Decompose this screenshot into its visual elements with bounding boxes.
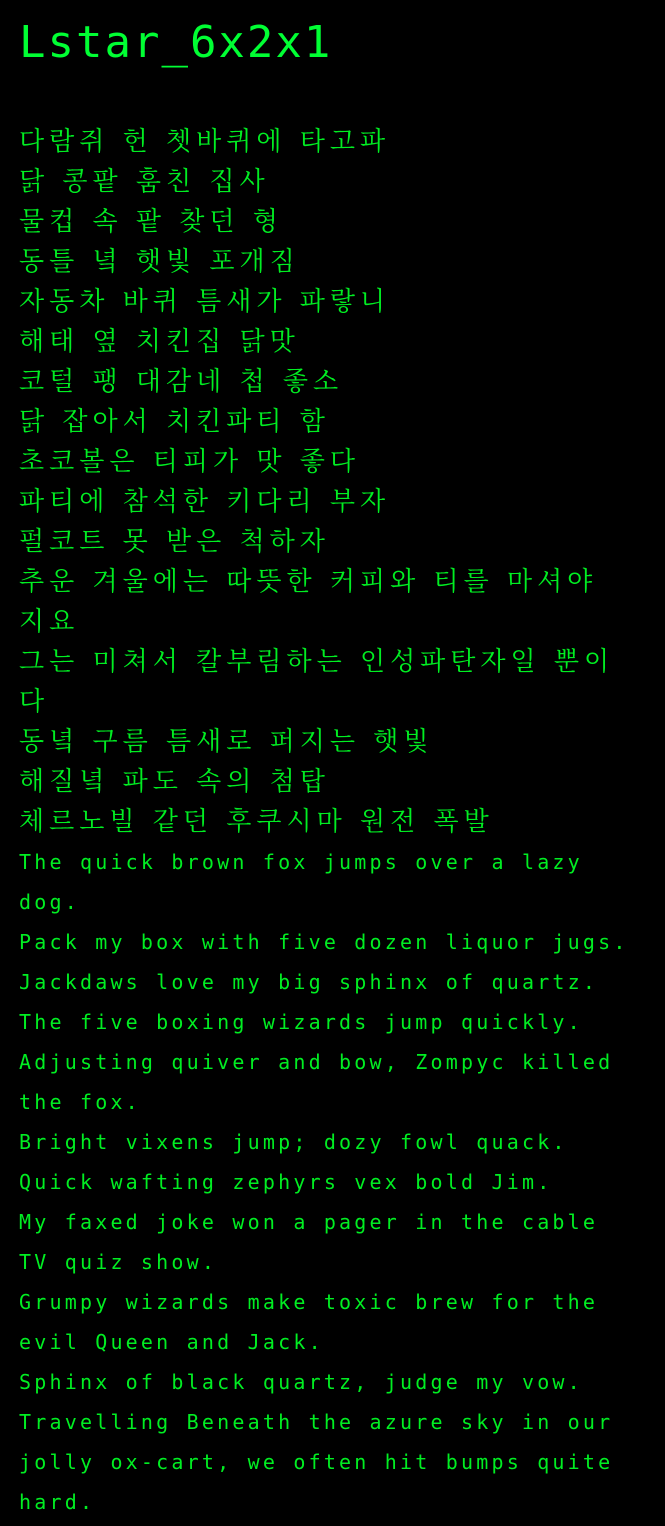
english-text-line: Bright vixens jump; dozy fowl quack. (19, 1130, 568, 1154)
korean-text-line: 펄코트 못 받은 척하자 (19, 527, 330, 557)
english-text-line: jolly ox-cart, we often hit bumps quite (19, 1450, 614, 1474)
korean-text-line: 초코볼은 티피가 맛 좋다 (19, 447, 360, 477)
korean-text-line: 코털 팽 대감네 첩 좋소 (19, 367, 344, 397)
korean-text-line: 체르노빌 같던 후쿠시마 원전 폭발 (19, 807, 494, 837)
korean-text-line: 다 (19, 687, 50, 717)
english-text-line: Jackdaws love my big sphinx of quartz. (19, 970, 599, 994)
korean-text-line: 지요 (19, 607, 80, 637)
korean-text-line: 동틀 녘 햇빛 포개짐 (19, 247, 300, 277)
english-text-line: Pack my box with five dozen liquor jugs. (19, 930, 629, 954)
english-text-line: the fox. (19, 1090, 141, 1114)
page-title: Lstar_6x2x1 (19, 17, 333, 68)
english-text-line: Sphinx of black quartz, judge my vow. (19, 1370, 583, 1394)
english-text-line: The quick brown fox jumps over a lazy (19, 850, 583, 874)
english-text-line: evil Queen and Jack. (19, 1330, 324, 1354)
english-text-line: Adjusting quiver and bow, Zompyc killed (19, 1050, 614, 1074)
korean-text-line: 닭 잡아서 치킨파티 함 (19, 407, 330, 437)
english-pangram-block (19, 842, 665, 1522)
english-text-line: Grumpy wizards make toxic brew for the (19, 1290, 599, 1314)
korean-text-line: 다람쥐 헌 쳇바퀴에 타고파 (19, 127, 391, 157)
korean-text-line: 파티에 참석한 키다리 부자 (19, 487, 391, 517)
korean-text-line: 닭 콩팥 훔친 집사 (19, 167, 270, 197)
english-text-line: dog. (19, 890, 80, 914)
title-spacer (19, 70, 665, 122)
korean-text-line: 해질녘 파도 속의 첨탑 (19, 767, 330, 797)
english-text-line: My faxed joke won a pager in the cable (19, 1210, 599, 1234)
english-text-line: TV quiz show. (19, 1250, 218, 1274)
korean-text-line: 해태 옆 치킨집 닭맛 (19, 327, 300, 357)
korean-text-line: 물컵 속 팥 찾던 형 (19, 207, 283, 237)
korean-text-line: 자동차 바퀴 틈새가 파랗니 (19, 287, 391, 317)
english-text-line: hard. (19, 1490, 96, 1514)
english-text-line: Travelling Beneath the azure sky in our (19, 1410, 614, 1434)
korean-pangram-block (19, 122, 665, 842)
korean-text-line: 동녘 구름 틈새로 퍼지는 햇빛 (19, 727, 434, 757)
korean-text-line: 추운 겨울에는 따뜻한 커피와 티를 마셔야 (19, 567, 598, 597)
english-text-line: Quick wafting zephyrs vex bold Jim. (19, 1170, 553, 1194)
english-text-line: The five boxing wizards jump quickly. (19, 1010, 583, 1034)
korean-text-line: 그는 미쳐서 칼부림하는 인성파탄자일 뿐이 (19, 647, 615, 677)
